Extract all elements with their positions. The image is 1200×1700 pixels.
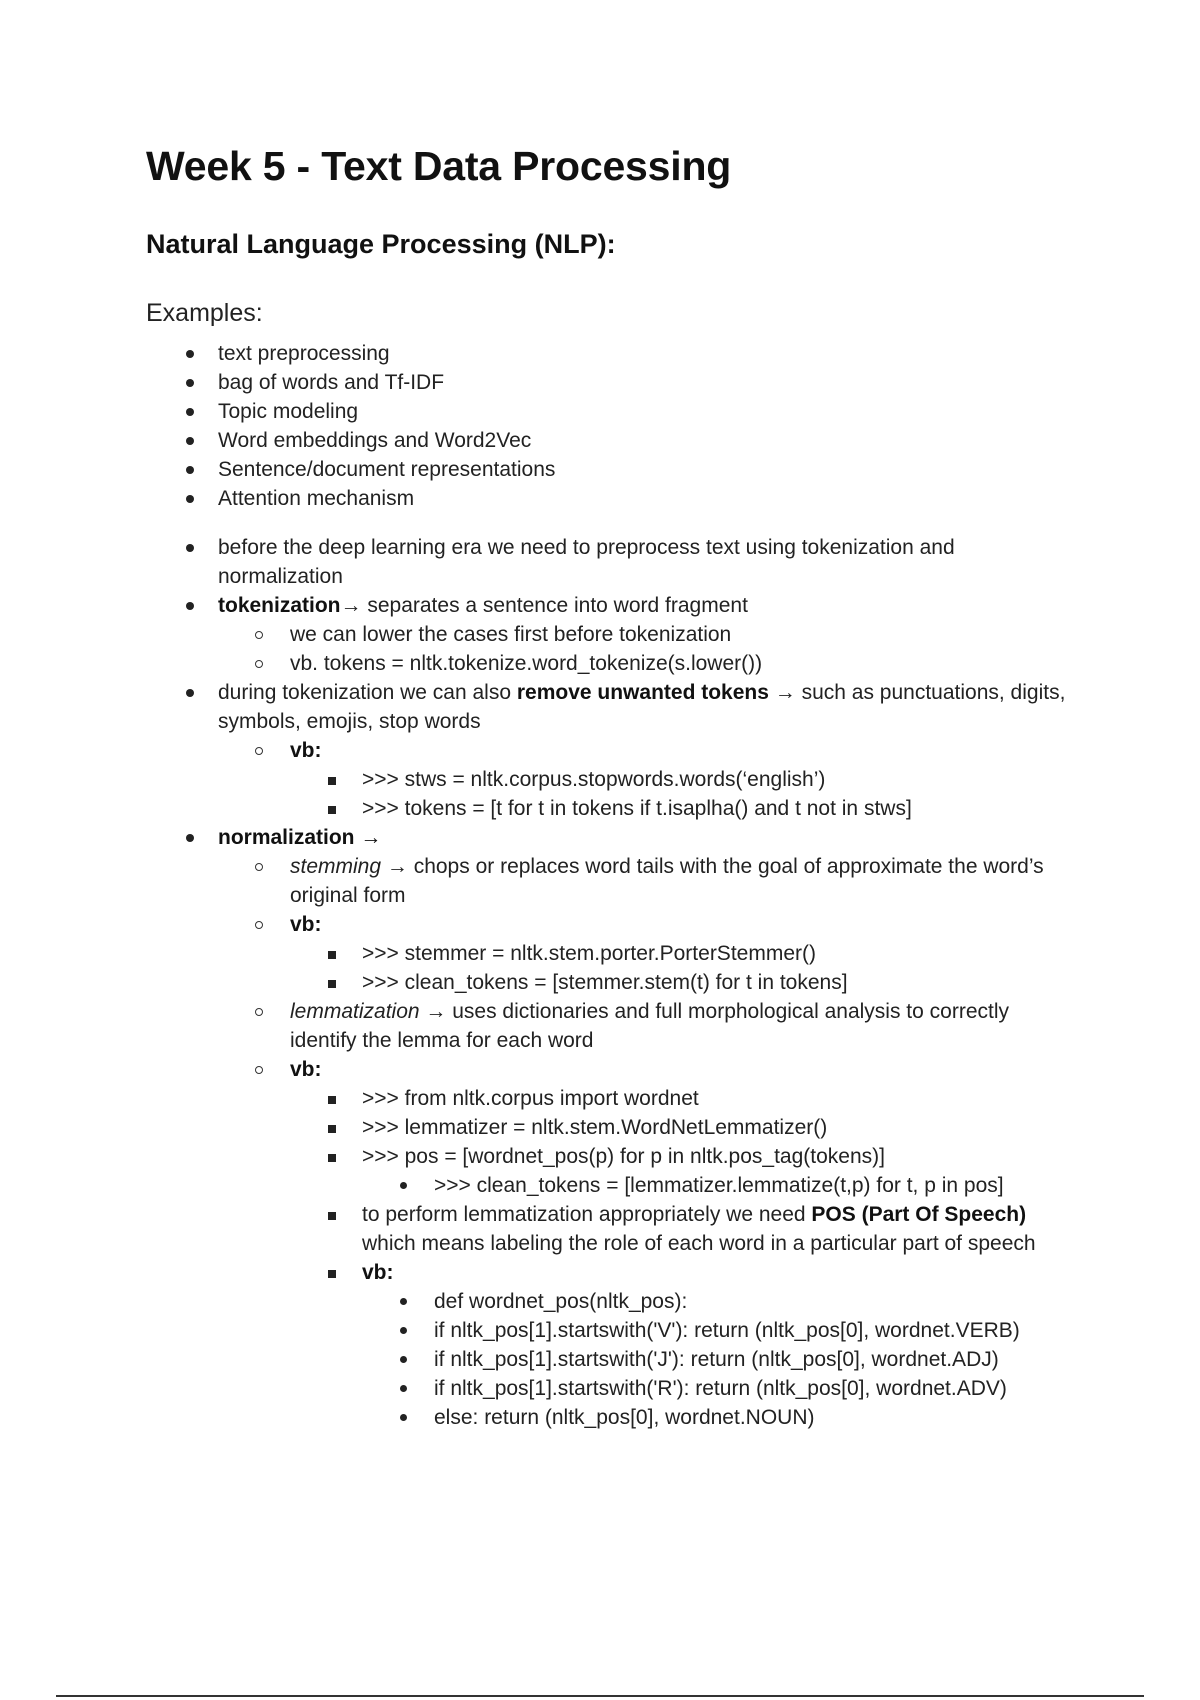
- note-before-era: before the deep learning era we need to preprocess text using tokenization and normalization: [146, 533, 1066, 591]
- notes-list: [146, 533, 1066, 1432]
- list-item: [218, 1055, 1066, 1432]
- removal-code-list: [290, 765, 1066, 823]
- code-text: >>> pos = [wordnet_pos(p) for p in nltk.pos_tag(tokens)]: [362, 1145, 885, 1168]
- list-item: [290, 1258, 1066, 1432]
- wordnet-pos-function-list: [362, 1287, 1066, 1432]
- note-remove-unwanted-tokens: [146, 678, 1066, 823]
- lemmatize-code-list: [362, 1171, 1066, 1200]
- code-line: >>> tokens = [t for t in tokens if t.isaplha() and t not in stws]: [290, 794, 1066, 823]
- list-item-pos: [290, 1200, 1066, 1258]
- stemming-code-list: [290, 939, 1066, 997]
- term-normalization: normalization →: [218, 826, 382, 849]
- normalization-sublist: [218, 852, 1066, 1432]
- term-tokenization: tokenization: [218, 594, 341, 617]
- stemming-desc: → chops or replaces word tails with the goal of approximate the word’s original form: [290, 855, 1044, 907]
- term-lemmatization: lemmatization: [290, 1000, 420, 1023]
- document-content: [146, 140, 1066, 1432]
- code-line: [290, 1142, 1066, 1200]
- list-item: Attention mechanism: [146, 484, 1066, 513]
- list-item: Topic modeling: [146, 397, 1066, 426]
- tokenization-desc: → separates a sentence into word fragment: [340, 594, 748, 617]
- code-line: >>> stws = nltk.corpus.stopwords.words(‘english’): [290, 765, 1066, 794]
- list-item: Sentence/document representations: [146, 455, 1066, 484]
- list-item: vb. tokens = nltk.tokenize.word_tokenize(s.lower()): [218, 649, 1066, 678]
- vb-label: vb:: [290, 913, 322, 936]
- code-line: if nltk_pos[1].startswith('V'): return (nltk_pos[0], wordnet.VERB): [362, 1316, 1066, 1345]
- pos-bold: POS (Part Of Speech): [811, 1203, 1027, 1226]
- code-line: >>> clean_tokens = [stemmer.stem(t) for t in tokens]: [290, 968, 1066, 997]
- removal-post: → such as punctuations, digits, symbols, emojis, stop words: [218, 681, 1066, 733]
- page-title: Week 5 - Text Data Processing: [146, 143, 732, 189]
- removal-bold: remove unwanted tokens: [516, 681, 769, 704]
- examples-label: Examples:: [146, 299, 263, 327]
- vb-label: vb:: [290, 739, 322, 762]
- list-item: we can lower the cases first before tokenization: [218, 620, 1066, 649]
- code-line: >>> clean_tokens = [lemmatizer.lemmatize(t,p) for t, p in pos]: [362, 1171, 1066, 1200]
- list-item-lemmatization: [218, 997, 1066, 1055]
- lemmatization-desc: → uses dictionaries and full morphological analysis to correctly identify the lemma for each word: [290, 1000, 1009, 1052]
- list-item: [218, 736, 1066, 823]
- removal-pre: during tokenization we can also: [218, 681, 517, 704]
- removal-sublist: [218, 736, 1066, 823]
- list-item: [218, 910, 1066, 997]
- list-item-stemming: [218, 852, 1066, 910]
- code-line: def wordnet_pos(nltk_pos):: [362, 1287, 1066, 1316]
- code-line: >>> stemmer = nltk.stem.porter.PorterStemmer(): [290, 939, 1066, 968]
- code-line: if nltk_pos[1].startswith('R'): return (nltk_pos[0], wordnet.ADV): [362, 1374, 1066, 1403]
- vb-label: vb:: [290, 1058, 322, 1081]
- note-normalization: [146, 823, 1066, 1432]
- list-item: Word embeddings and Word2Vec: [146, 426, 1066, 455]
- page-bottom-divider: [56, 1695, 1144, 1697]
- list-item: bag of words and Tf-IDF: [146, 368, 1066, 397]
- code-line: >>> from nltk.corpus import wordnet: [290, 1084, 1066, 1113]
- code-line: if nltk_pos[1].startswith('J'): return (nltk_pos[0], wordnet.ADJ): [362, 1345, 1066, 1374]
- code-line: else: return (nltk_pos[0], wordnet.NOUN): [362, 1403, 1066, 1432]
- examples-list: [146, 339, 1066, 513]
- lemmatization-code-list: [290, 1084, 1066, 1432]
- code-line: >>> lemmatizer = nltk.stem.WordNetLemmatizer(): [290, 1113, 1066, 1142]
- tokenization-sublist: [218, 620, 1066, 678]
- list-item: text preprocessing: [146, 339, 1066, 368]
- pos-post: which means labeling the role of each word in a particular part of speech: [362, 1232, 1036, 1255]
- note-tokenization: [146, 591, 1066, 678]
- vb-label: vb:: [362, 1261, 394, 1284]
- pos-pre: to perform lemmatization appropriately we need: [362, 1203, 812, 1226]
- section-heading-nlp: Natural Language Processing (NLP):: [146, 229, 616, 259]
- term-stemming: stemming: [290, 855, 382, 878]
